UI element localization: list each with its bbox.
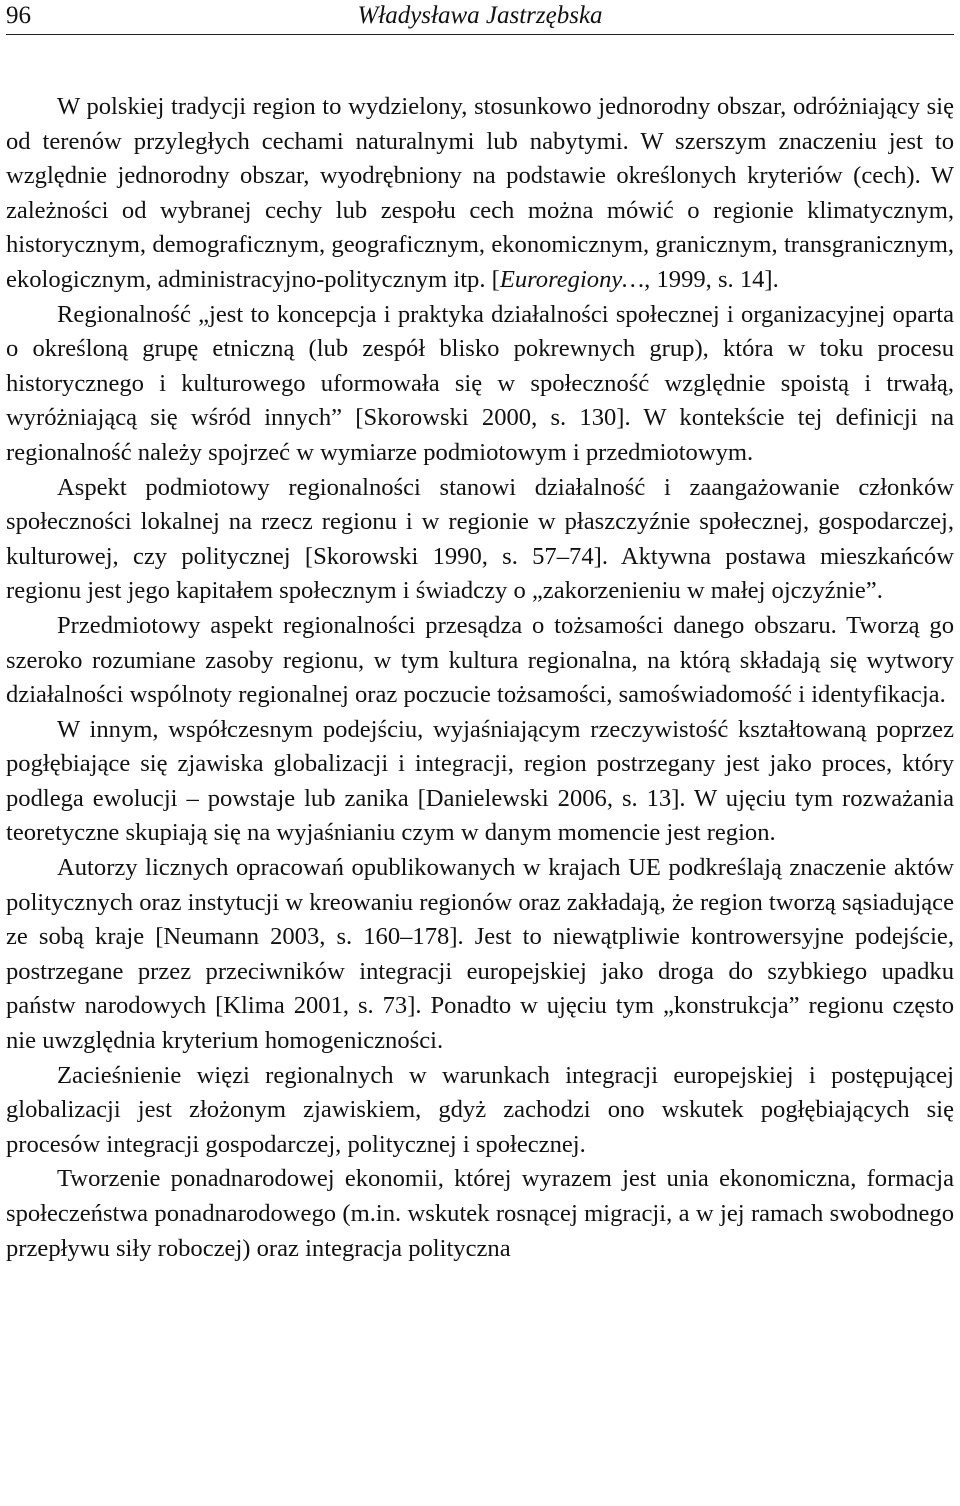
paragraph bbox=[6, 713, 954, 851]
paragraph bbox=[6, 1059, 954, 1163]
text-segment: W polskiej tradycji region to wydzielony, stosunkowo jednorodny obszar, odróżniający się od terenów przyległych cechami naturalnymi lub nabytymi. W szerszym znaczeniu jest to względnie jednorodny obszar, wyodrębniony na podstawie określonych kryteriów (cech). W zależności od wybranej cechy lub zespołu cech można mówić o regionie klimatycznym, historycznym, demograficznym, geograficznym, ekonomicznym, granicznym, transgranicznym, ekologicznym, administracyjno-politycznym itp. [ bbox=[6, 93, 954, 293]
text-segment: Zacieśnienie więzi regionalnych w warunkach integracji europejskiej i postępującej globalizacji jest złożonym zjawiskiem, gdyż zachodzi ono wskutek pogłębiających się procesów integracji gospodarczej, politycznej i społecznej. bbox=[6, 1061, 954, 1158]
paragraph bbox=[6, 609, 954, 713]
paragraph bbox=[6, 298, 954, 471]
paragraph bbox=[6, 90, 954, 298]
text-segment: Przedmiotowy aspekt regionalności przesądza o tożsamości danego obszaru. Tworzą go szeroko rozumiane zasoby regionu, w tym kultura regionalna, na którą składają się wytwory działalności wspólnoty regionalnej oraz poczucie tożsamości, samoświadomość i identyfikacja. bbox=[6, 611, 954, 709]
body-text bbox=[6, 90, 954, 1266]
page-number: 96 bbox=[6, 2, 31, 29]
text-segment: W innym, współczesnym podejściu, wyjaśniającym rzeczywistość kształtowaną poprzez pogłębiające się zjawiska globalizacji i integracji, region postrzegany jest jako proces, który podlega ewolucji – powstaje lub zanika [Danielewski 2006, s. 13]. W ujęciu tym rozważania teoretyczne skupiają się na wyjaśnianiu czym w danym momencie jest region. bbox=[6, 715, 954, 847]
text-segment-italic: Euroregiony… bbox=[499, 265, 645, 293]
running-title: Władysława Jastrzębska bbox=[357, 2, 603, 29]
paragraph bbox=[6, 1162, 954, 1266]
paragraph bbox=[6, 471, 954, 609]
text-segment: , 1999, s. 14]. bbox=[644, 265, 779, 293]
text-segment: Aspekt podmiotowy regionalności stanowi działalność i zaangażowanie członków społeczności lokalnej na rzecz regionu i w regionie w płaszczyźnie społecznej, gospodarczej, kulturowej, czy politycznej [Skorowski 1990, s. 57–74]. Aktywna postawa mieszkańców regionu jest jego kapitałem społecznym i świadczy o „zakorzenieniu w małej ojczyźnie”. bbox=[6, 473, 954, 605]
page-header bbox=[6, 0, 954, 35]
text-segment: Regionalność „jest to koncepcja i praktyka działalności społecznej i organizacyjnej oparta o określoną grupę etniczną (lub zespół blisko pokrewnych grup), która w toku procesu historycznego i kulturowego uformowała się w społeczność względnie spoistą i trwałą, wyróżniającą się wśród innych” [Skorowski 2000, s. 130]. W kontekście tej definicji na regionalność należy spojrzeć w wymiarze podmiotowym i przedmiotowym. bbox=[6, 300, 954, 466]
text-segment: Autorzy licznych opracowań opublikowanych w krajach UE podkreślają znaczenie aktów politycznych oraz instytucji w kreowaniu regionów oraz zakładają, że region tworzą sąsiadujące ze sobą kraje [Neumann 2003, s. 160–178]. Jest to niewątpliwie kontrowersyjne podejście, postrzegane przez przeciwników integracji europejskiej jako droga do szybkiego upadku państw narodowych [Klima 2001, s. 73]. Ponadto w ujęciu tym „konstrukcja” regionu często nie uwzględnia kryterium homogeniczności. bbox=[6, 854, 954, 1055]
paragraph bbox=[6, 851, 954, 1059]
text-segment: Tworzenie ponadnarodowej ekonomii, której wyrazem jest unia ekonomiczna, formacja społeczeństwa ponadnarodowego (m.in. wskutek rosnącej migracji, a w jej ramach swobodnego przepływu siły roboczej) oraz integracja polityczna bbox=[6, 1165, 954, 1262]
